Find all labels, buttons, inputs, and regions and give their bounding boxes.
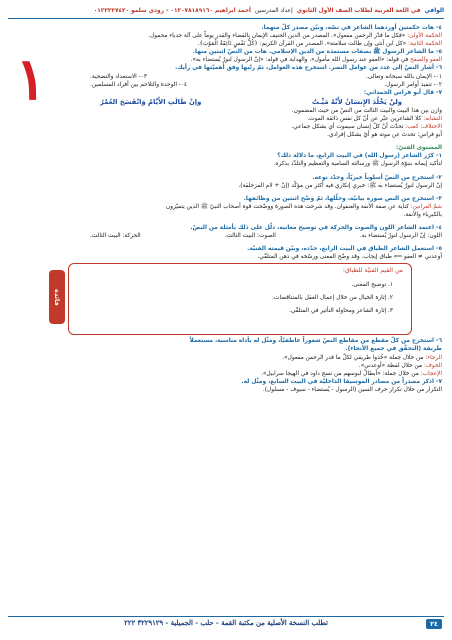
list-item: ٠٤- الوحدة والتلاحم بين أفراد المسلمين. xyxy=(90,81,188,88)
answer-line xyxy=(60,203,442,211)
answer-line: بالكبرياء والأنفة. xyxy=(403,211,442,218)
answer-text: من خلال لفظة «أوعدني». xyxy=(358,362,423,369)
answer-label: الحكمة الأولى: xyxy=(407,33,442,40)
answer-line xyxy=(60,123,442,131)
answer-label: التشابه: xyxy=(423,115,442,122)
answer-line xyxy=(60,370,442,378)
footer-note: تطلب النسخة الأصلية من مكتبة القمة - حلب - الجميلية - ٣٢٢٩١٢٩ ٢٢٢ xyxy=(124,619,328,627)
tip-item: ٣. إثارة الشاعر ومحاولة التأثير في المتلقّي. xyxy=(289,308,393,315)
tip-tag: فائدة xyxy=(49,270,65,324)
page-header xyxy=(8,4,444,19)
answer-label: الخوف: xyxy=(423,362,442,369)
question-line: ٦- استخرج من كلّ مقطع من مقاطع النصّ شعوراً عاطفيّاً، ومثّل له بأداة مناسبة، مستعملاً xyxy=(189,338,442,345)
subject-title: في اللغة العربية لطلاب الصف الأول الثانوي xyxy=(296,8,421,14)
question-line: ٤- اعتمد الشاعر اللون والصوت والحركة في توضيح معانيه، دلّل على ذلك بأمثلة من النصّ. xyxy=(190,224,442,231)
tip-item: ١. توضيح المعنى. xyxy=(351,282,393,289)
page-number: ٢٤ xyxy=(426,619,442,629)
list-item: اللون: إنّ الرسول لنورٌ يُستضاء به. xyxy=(359,233,442,240)
list-item: ٠٣- الاستعداد والتضحية. xyxy=(90,73,147,80)
list-item: ٠٢- تنفيذ أوامر الرسول. xyxy=(384,81,442,88)
question-line: ٧- قال أبو فراس الحمداني: xyxy=(363,89,442,96)
question-line: ١- كرّر الشاعر (رسول الله) في البيت الرابع، ما دلالة ذلك؟ xyxy=(277,153,442,160)
answer-line xyxy=(60,354,442,362)
answer-line xyxy=(60,56,442,64)
question-line: طريقة (التحقّق في جميع الأنحاء). xyxy=(345,346,442,353)
tip-item: ٢. إثارة الخيال من خلال إعمال العقل بالمتناقضات. xyxy=(272,295,393,302)
brand-name: الوافي xyxy=(424,8,444,14)
answer-label: شمّ العرانين: xyxy=(410,203,442,210)
answer-line xyxy=(60,115,442,123)
question-line: ٤- هات حكمتين أوردهما الشاعر في نصّه، وبيّن مصدر كلّ منهما. xyxy=(261,25,442,31)
page-footer xyxy=(8,616,444,631)
list-item: الصوت: البيت الثالث. xyxy=(224,233,276,240)
prepared-by-label: إعداد المدرسين xyxy=(255,8,293,14)
page-content xyxy=(53,24,442,610)
list-item: ٠١- الإيمان بالله سبحانه وتعالى. xyxy=(365,73,442,80)
tip-title: من القيم الفنيّة للطباق: xyxy=(342,267,403,275)
answer-text: كناية عن صفة الأنفة والعنفوان. وقد شرحت هذه الصورة ووضّحت قوة أصحاب النبيّ ﷺ الذين يتميّزون xyxy=(166,203,409,210)
question-line: ٥- ما الشاعر الرسول ﷺ بصفات مستمدة من الدين الإسلامي. هات من النصّ اثنتين منها. xyxy=(192,49,442,56)
answer-line: وازن بين هذا البيت والبيت الثالث من النصّ من حيث المضمون. xyxy=(291,107,442,114)
section-number: ١ xyxy=(15,45,47,113)
list-item: الحركة: البيت الثالث. xyxy=(90,233,141,240)
list-row xyxy=(60,73,442,81)
answer-text: في قوله: «العفو عند رسول الله مأمول». والهداية في قوله: «إنّ الرسول لنورٌ يُستضاء به». xyxy=(190,57,409,64)
answer-text: من خلال جملة «خُذوا طريقي لكلّ ما قدر الرحمن مفعول». xyxy=(282,354,424,361)
answer-line: أوعدني ≠ العفو ⟸ طباق إيجاب. وقد وضّح المعنى ورسّخه في ذهن المتلقّي. xyxy=(257,254,442,261)
question-line: ٥- استعمل الشاعر الطباق في البيت الرابع، حدّده، وبيّن قيمته الفنيّة. xyxy=(247,246,442,253)
answer-text: تحدّث أنّ كلّ إنسان سيموت أي بشكل جماعي. xyxy=(291,124,404,131)
answer-line xyxy=(60,40,442,48)
tip-box xyxy=(53,263,412,335)
answer-label: الرجاء: xyxy=(425,354,442,361)
answer-label: الحكمة الثانية: xyxy=(408,41,442,48)
answer-line: لتأكيد إيمانه بنبوّة الرسول ﷺ ورسالته السامية والتعظيم والتلذّذ بذكره. xyxy=(273,161,442,168)
question-line: ٧- اذكر مصدراً من مصادر الموسيقا الداخليّة في البيت السابع، ومثّل له. xyxy=(241,378,442,385)
answer-line: التكرار من خلال تكرار حرف السين (الرسول - يُستضاء - سيوف - مسلول). xyxy=(262,386,442,393)
author-info: أحمد ابراهيم ٠١٢٠٧٨١٨٩١٦٠ - رودي سلمو ٠١٢٣٣٣٧٤٢٠ xyxy=(93,8,251,14)
answer-label: الإعجاب: xyxy=(420,370,442,377)
answer-label: الاختلاف: كعب: xyxy=(405,124,442,131)
question-line: ٦- أشار النصّ إلى عدد من عوامل النصر. استخرج هذه العوامل، ثمّ رتّبها وفق أهميّتها في رأيك. xyxy=(175,65,442,72)
list-row xyxy=(60,232,442,240)
answer-label: العفو والصفح xyxy=(410,57,442,64)
section-heading: المستوى الفنيّ: xyxy=(395,145,442,152)
answer-line: إنّ الرسول لنورٌ يُستضاء به ﷺ: خبري إنكاري فيه أكثر من مؤكّد (إنّ + لام المزحلقة). xyxy=(238,182,442,189)
answer-text: من خلال جملة: «أبطالٌ لبوسهم من نسج داود في الهيجا سرابيل». xyxy=(261,370,419,377)
question-line: ٣- استخرج من النص صورة بيانيّة، وحلّلها، ثمّ وضّح اثنتين من وظائفها. xyxy=(243,195,442,202)
poem-verse xyxy=(60,97,442,107)
answer-text: كلا الشاعرين عبّر عن أنّ كل نفس ذائقة الموت. xyxy=(307,115,422,122)
answer-text: «كل ابن أنثى وإن طالت سلامته». المصدر من القرآن الكريم: ﴿كُلُّ نَفْسٍ ذَائِقَةُ الْمَوْتِ﴾. xyxy=(197,41,407,48)
answer-line xyxy=(60,362,442,370)
answer-text: «فكل ما قدّر الرحمن مفعول». المصدر من الدين الحنيف الإيمان بالقضاء والقدر يوماً على آلة حدباء محمول. xyxy=(148,33,406,40)
answer-line: أبو فراس: تحدث عن موته هو أيْ بشكل إفرادي. xyxy=(327,132,442,139)
answer-line xyxy=(60,32,442,40)
verse-hemistich: ولنْ يَخْلُدَ الإِنسَانُ لأَنَّهُ مَيِّـتٌ xyxy=(312,97,402,106)
question-line: ٢- استخرج من النصّ أسلوباً خبريّاً، وحدّد نوعه. xyxy=(312,174,442,181)
list-row xyxy=(60,81,442,89)
verse-hemistich: وإنْ طَالَتِ الأَيَّامُ وَانْفَسَحَ العُمْرُ xyxy=(100,97,202,106)
